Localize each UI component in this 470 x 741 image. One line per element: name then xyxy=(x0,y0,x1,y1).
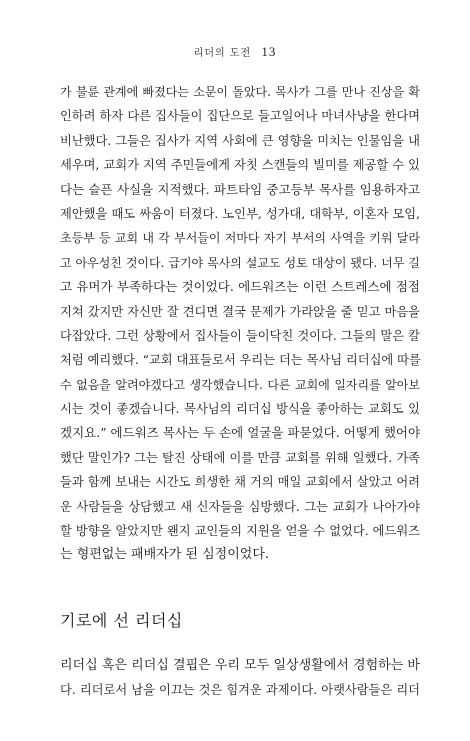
text-line: 다는 슬픈 사실을 지적했다. 파트타임 중고등부 목사를 임용하자고 xyxy=(60,181,420,197)
section-heading: 기로에 선 리더십 xyxy=(60,611,183,630)
text-line: 가 불륜 관계에 빠졌다는 소문이 돌았다. 목사가 그를 만나 진상을 확 xyxy=(60,85,420,99)
text-line: 시는 것이 좋겠습니다. 목사님의 리더십 방식을 좋아하는 교회도 있 xyxy=(60,402,420,417)
text-line: 처럼 예리했다. “교회 대표들로서 우리는 더는 목사님 리더십에 따를 xyxy=(60,353,421,368)
page-number: 13 xyxy=(261,44,277,59)
text-line: 세우며, 교회가 지역 주민들에게 자칫 스캔들의 빌미를 제공할 수 있 xyxy=(60,158,420,173)
section-paragraph xyxy=(60,654,420,703)
text-line: 다잡았다. 그런 상황에서 집사들이 들이닥친 것이다. 그들의 말은 칼 xyxy=(60,328,420,343)
text-line: 제안했을 때도 싸움이 터졌다. 노인부, 성가대, 대학부, 이혼자 모임, xyxy=(60,206,420,221)
text-line: 리더십 혹은 리더십 결핍은 우리 모두 일상생활에서 경험하는 바 xyxy=(60,658,420,673)
body-paragraph xyxy=(60,80,420,568)
text-line: 겠지요.” 에드워즈 목사는 두 손에 얼굴을 파묻었다. 어떻게 했어야 xyxy=(60,425,421,441)
text-line: 들과 함께 보내는 시간도 희생한 채 거의 매일 교회에서 살았고 어려 xyxy=(60,475,420,490)
chapter-title: 리더의 도전 xyxy=(193,48,252,59)
running-header xyxy=(0,44,470,60)
text-line: 운 사람들을 상담했고 새 신자들을 심방했다. 그는 교회가 나아가야 xyxy=(60,499,420,514)
text-line: 수 없음을 알려야겠다고 생각했습니다. 다른 교회에 일자리를 알아보 xyxy=(60,377,420,392)
text-line: 인하려 하자 다른 집사들이 집단으로 들고일어나 마녀사냥을 한다며 xyxy=(60,109,420,124)
text-line: 지쳐 갔지만 자신만 잘 견디면 결국 문제가 가라앉을 줄 믿고 마음을 xyxy=(60,304,420,319)
text-line: 고 유머가 부족하다는 것이었다. 에드워즈는 이런 스트레스에 점점 xyxy=(60,279,420,295)
text-line: 는 형편없는 패배자가 된 심정이었다. xyxy=(60,547,270,563)
text-line: 초등부 등 교회 내 각 부서들이 저마다 자기 부서의 사역을 키워 달라 xyxy=(60,231,420,246)
text-line: 했단 말인가? 그는 탈진 상태에 이를 만큼 교회를 위해 일했다. 가족 xyxy=(60,450,420,465)
text-line: 할 방향을 알았지만 왠지 교인들의 지원을 얻을 수 없었다. 에드워즈 xyxy=(60,524,420,539)
text-line: 비난했다. 그들은 집사가 지역 사회에 큰 영향을 미치는 인물임을 내 xyxy=(60,133,420,148)
text-line: 다. 리더로서 남을 이끄는 것은 힘겨운 과제이다. 아랫사람들은 리더 xyxy=(60,683,420,698)
text-line: 고 아우성친 것이다. 급기야 목사의 설교도 성토 대상이 됐다. 너무 길 xyxy=(60,255,420,270)
